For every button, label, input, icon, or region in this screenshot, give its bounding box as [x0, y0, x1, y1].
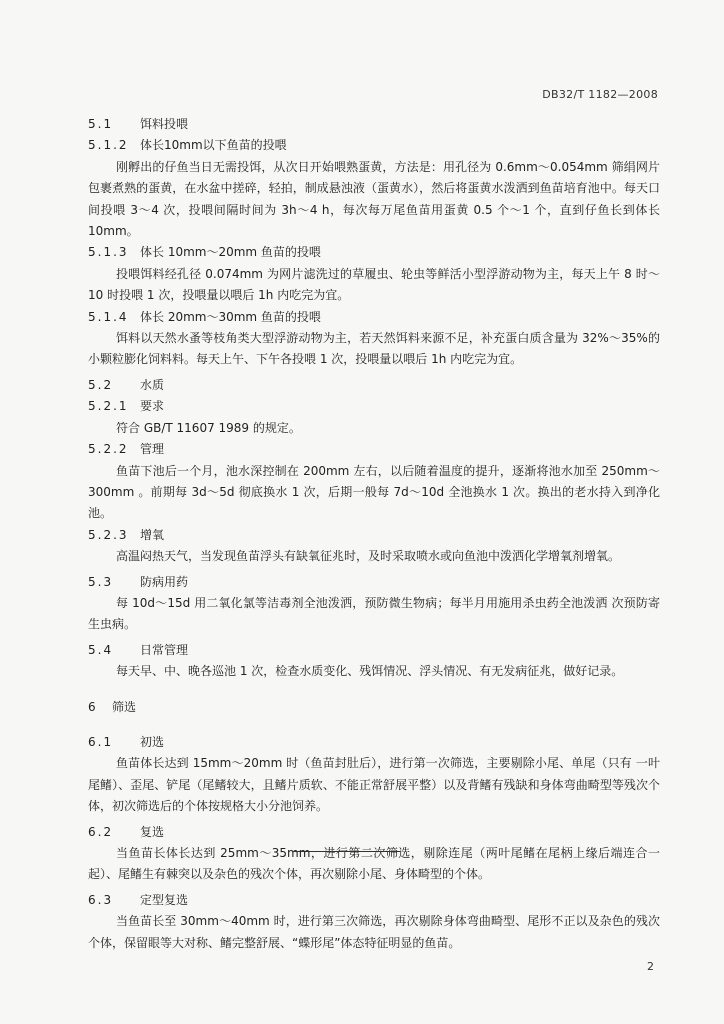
document-body	[88, 110, 660, 954]
section-number: 5.1.3	[88, 245, 129, 260]
page-number: 2	[647, 960, 654, 973]
end-rule	[292, 851, 400, 852]
paragraph: 鱼苗体长达到 15mm～20mm 时（鱼苗封肚后），进行第一次筛选，主要剔除小尾、单尾（只有 一叶尾鳍）、歪尾、铲尾（尾鳍较大，且鳍片质软、不能正常舒展平整）以及背鳍有残缺和身体弯曲畸型等残次个体，初次筛选后的个体按规格大小分池饲养。	[88, 756, 660, 814]
section-title: 水质	[140, 377, 165, 392]
paragraph: 投喂饵料经孔径 0.074mm 为网片滤洗过的草履虫、轮虫等鲜活小型浮游动物为主，每天上午 8 时～10 时投喂 1 次，投喂量以喂后 1h 内吃完为宜。	[88, 266, 660, 303]
paragraph: 符合 GB/T 11607 1989 的规定。	[116, 420, 301, 435]
section-title: 体长10mm以下鱼苗的投喂	[140, 138, 287, 153]
section-number: 6.1	[88, 734, 114, 749]
section-heading	[88, 572, 660, 593]
section-number: 5.2	[88, 377, 114, 392]
section-number: 6	[88, 699, 98, 714]
section-heading	[88, 396, 660, 417]
section-number: 5.2.3	[88, 527, 129, 542]
section-heading	[88, 114, 660, 135]
section-title: 要求	[140, 399, 165, 414]
section-number: 5.2.1	[88, 399, 129, 414]
section-number: 5.1.2	[88, 138, 129, 153]
section-number: 5.2.2	[88, 442, 129, 457]
section-heading	[88, 439, 660, 460]
section-title: 增氧	[140, 527, 165, 542]
section-number: 6.2	[88, 824, 114, 839]
section-heading	[88, 525, 660, 546]
paragraph: 每天早、中、晚各巡池 1 次，检查水质变化、残饵情况、浮头情况、有无发病征兆，做好记录。	[116, 664, 624, 679]
section-heading	[88, 822, 660, 843]
paragraph: 当鱼苗长体长达到 25mm～35mm，进行第二次筛选，剔除连尾（两叶尾鳍在尾柄上缘后端连合一起）、尾鳍生有棘突以及杂色的残次个体，再次剔除小尾、身体畸型的个体。	[88, 846, 660, 882]
section-heading	[88, 375, 660, 396]
section-title: 复选	[140, 824, 165, 839]
section-title: 初选	[140, 734, 165, 749]
section-title: 管理	[140, 442, 165, 457]
section-number: 5.3	[88, 574, 114, 589]
section-heading	[88, 890, 660, 911]
paragraph: 刚孵出的仔鱼当日无需投饵，从次日开始喂熟蛋黄，方法是：用孔径为 0.6mm～0.054mm 筛绢网片包裹煮熟的蛋黄，在水盆中搓碎，轻拍，制成悬浊液（蛋黄水），然后将蛋黄水泼洒到鱼苗培育池中。每天口间投喂 3～4 次，投喂间隔时间为 3h～4 h，每次每万尾鱼苗用蛋黄 0.5 个～1 个，直到仔鱼长到体长 10mm。	[88, 159, 660, 239]
section-number: 5.4	[88, 642, 114, 657]
section-number: 5.1.4	[88, 309, 129, 324]
section-heading	[88, 135, 660, 156]
section-title: 防病用药	[140, 574, 189, 589]
paragraph: 每 10d～15d 用二氧化氯等洁毒剂全池泼洒，预防微生物病；每半月用施用杀虫药全池泼洒 次预防寄生虫病。	[88, 595, 660, 632]
paragraph: 饵料以天然水蚤等枝角类大型浮游动物为主，若天然饵料来源不足，补充蛋白质含量为 32%～35%的小颗粒膨化饲料料。每天上午、下午各投喂 1 次，投喂量以喂后 1h 内吃完为宜。	[88, 331, 660, 367]
section-heading	[88, 242, 660, 263]
section-heading	[88, 732, 660, 753]
section-title: 体长 10mm～20mm 鱼苗的投喂	[140, 245, 321, 260]
paragraph: 当鱼苗长至 30mm～40mm 时，进行第三次筛选，再次剔除身体弯曲畸型、尾形不正以及杂色的残次个体，保留眼等大对称、鳍完整舒展、“蝶形尾”体态特征明显的鱼苗。	[88, 914, 660, 950]
section-title: 筛选	[112, 699, 137, 714]
section-title: 饵料投喂	[140, 117, 189, 131]
document-code: DB32/T 1182—2008	[542, 88, 658, 101]
section-number: 6.3	[88, 892, 114, 907]
section-title: 体长 20mm～30mm 鱼苗的投喂	[140, 309, 321, 324]
section-heading	[88, 640, 660, 661]
section-title: 日常管理	[140, 642, 189, 657]
section-heading	[88, 697, 660, 718]
paragraph: 高温闷热天气，当发现鱼苗浮头有缺氧征兆时，及时采取喷水或向鱼池中泼洒化学增氧剂增氧。	[116, 549, 621, 564]
section-heading	[88, 307, 660, 328]
paragraph: 鱼苗下池后一个月，池水深控制在 200mm 左右，以后随着温度的提升，逐渐将池水加至 250mm～300mm 。前期每 3d～5d 彻底换水 1 次，后期一般每 7d～10d 全池换水 1 次。换出的老水持入到净化池。	[88, 463, 660, 521]
section-number: 5.1	[88, 117, 114, 131]
section-title: 定型复选	[140, 892, 189, 907]
